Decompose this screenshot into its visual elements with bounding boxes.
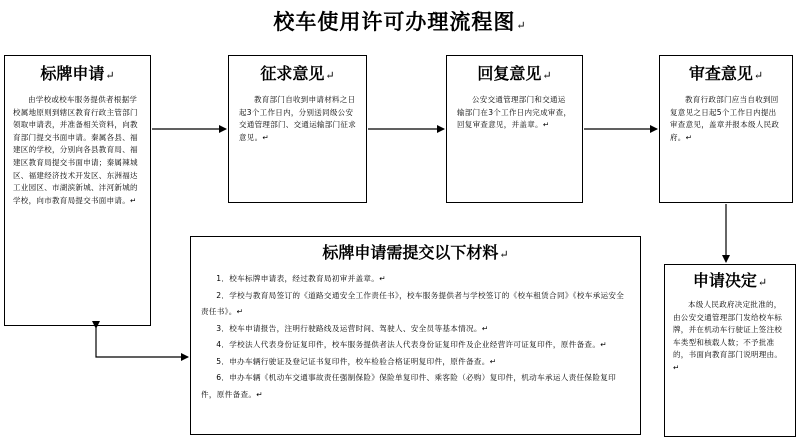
materials-item: 2．学校与教育局签订的《道路交通安全工作责任书》，校车服务提供者与学校签订的《校车租赁合同》《校车承运安全责任书》。↵ xyxy=(201,290,625,316)
step-heading: 标牌申请↵ xyxy=(40,64,115,83)
arrow-biaopai-to-materials xyxy=(96,328,188,357)
step-heading: 审查意见↵ xyxy=(688,64,764,83)
step-description: 由学校或校车服务提供者根据学校属地原则到辖区教育行政主管部门领取申请表，并准备相关资料，向教育部门提交书面申请。秦属各县、福建区的学校，分别向各县教育局、福建区教育局提交书面申请；秦属辣城区、福建经济技术开发区、东洲福达工业园区、市湖滨新城、沣河新城的学校，向市教育局提交书面申请。↵ xyxy=(13,95,138,205)
step-description: 本级人民政府决定批准的，由公安交通管理部门发给校车标牌，并在机动车行驶证上签注校车类型和核载人数；不予批准的，书面向教育部门说明理由。↵ xyxy=(673,300,783,372)
materials-heading: 标牌申请需提交以下材料↵ xyxy=(322,243,509,262)
materials-item: 3．校车申请报告，注明行驶路线及运营时间、驾驶人、安全员等基本情况。↵ xyxy=(216,323,489,333)
step-description: 公安交通管理部门和交通运输部门在3个工作日内完成审查，回复审查意见，并盖章。↵ xyxy=(457,95,572,130)
page-title: 校车使用许可办理流程图↵ xyxy=(273,9,527,34)
materials-item: 1．校车标牌申请表，经过教育局初审并盖章。↵ xyxy=(216,274,386,283)
materials-item: 6．申办车辆《机动车交通事故责任强制保险》保险单复印件、乘客险（必购）复印件，机动车承运人责任保险复印件，原件备查。↵ xyxy=(201,373,616,399)
materials-item: 5．申办车辆行驶证及登记证书复印件，校车检验合格证明复印件，原件备查。↵ xyxy=(216,356,497,366)
step-heading: 申请决定↵ xyxy=(692,271,768,290)
materials-item: 4．学校法人代表身份证复印件，校车服务提供者法人代表身份证复印件及企业经营许可证复印件，原件备查。↵ xyxy=(216,340,607,349)
step-heading: 征求意见↵ xyxy=(260,64,335,83)
step-description: 教育部门自收到申请材料之日起3个工作日内，分别送同级公安交通管理部门、交通运输部门征求意见。↵ xyxy=(239,95,356,142)
step-description: 教育行政部门应当自收到回复意见之日起5个工作日内提出审查意见，盖章并报本级人民政府。↵ xyxy=(670,95,780,142)
step-heading: 回复意见↵ xyxy=(477,64,552,83)
